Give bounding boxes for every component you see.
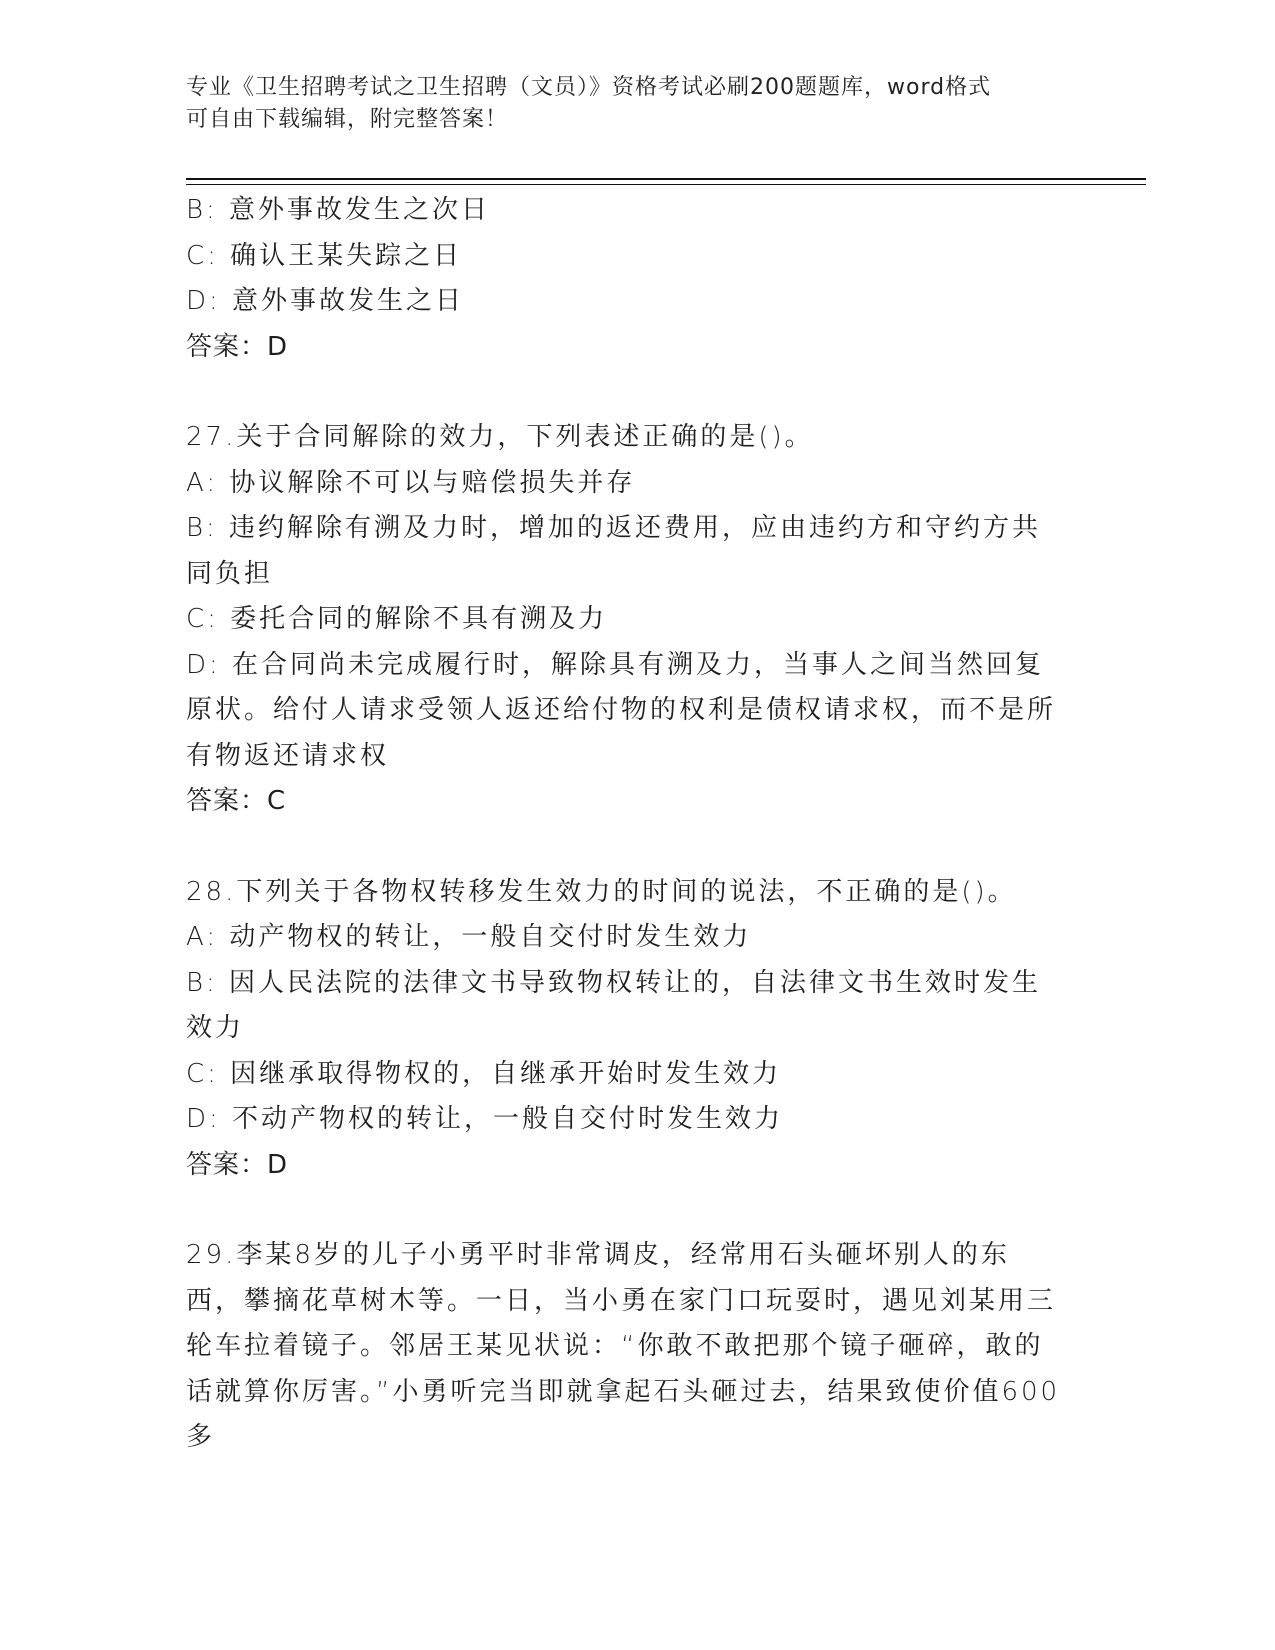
header-line-1: 专业《卫生招聘考试之卫生招聘（文员）》资格考试必刷200题题库，word格式	[186, 75, 992, 100]
question-29	[186, 1233, 1066, 1461]
answer: 答案：D	[186, 1149, 289, 1180]
option-d: D: 意外事故发生之日	[186, 286, 465, 316]
answer: 答案：D	[186, 331, 289, 362]
question-stem: 29.李某8岁的儿子小勇平时非常调皮，经常用石头砸坏别人的东西，攀摘花草树木等。一日，当小勇在家门口玩耍时，遇见刘某用三轮车拉着镜子。邻居王某见状说：“你敢不敢把那个镜子砸碎，敢的话就算你厉害。”小勇听完当即就拿起石头砸过去，结果致使价值600多	[186, 1240, 1061, 1452]
option-a: A: 协议解除不可以与赔偿损失并存	[186, 467, 636, 498]
header-rule-thick	[186, 178, 1146, 180]
answer: 答案：C	[186, 786, 287, 816]
option-b: B: 因人民法院的法律文书导致物权转让的，自法律文书生效时发生效力	[186, 967, 1042, 1043]
option-b: B: 意外事故发生之次日	[186, 195, 491, 225]
spacer	[186, 1188, 1066, 1233]
option-c: C: 委托合同的解除不具有溯及力	[186, 604, 608, 634]
option-b: B: 违约解除有溯及力时，增加的返还费用，应由违约方和守约方共同负担	[186, 513, 1042, 589]
question-26-continued	[186, 188, 1066, 370]
document-header	[186, 72, 1066, 136]
question-27	[186, 415, 1066, 825]
option-c: C: 确认王某失踪之日	[186, 240, 463, 271]
option-d: D: 在合同尚未完成履行时，解除具有溯及力，当事人之间当然回复原状。给付人请求受领人返还给付物的权利是债权请求权，而不是所有物返还请求权	[186, 649, 1057, 771]
header-line-2: 可自由下载编辑，附完整答案！	[186, 107, 509, 132]
spacer	[186, 370, 1066, 415]
question-stem: 27.关于合同解除的效力，下列表述正确的是()。	[186, 422, 814, 452]
document-body	[186, 188, 1066, 1461]
option-c: C: 因继承取得物权的，自继承开始时发生效力	[186, 1058, 782, 1089]
spacer	[186, 825, 1066, 870]
question-28	[186, 870, 1066, 1189]
option-a: A: 动产物权的转让，一般自交付时发生效力	[186, 922, 752, 952]
option-d: D: 不动产物权的转让，一般自交付时发生效力	[186, 1104, 784, 1134]
question-stem: 28.下列关于各物权转移发生效力的时间的说法，不正确的是()。	[186, 876, 1017, 907]
header-rule-thin	[186, 184, 1146, 185]
